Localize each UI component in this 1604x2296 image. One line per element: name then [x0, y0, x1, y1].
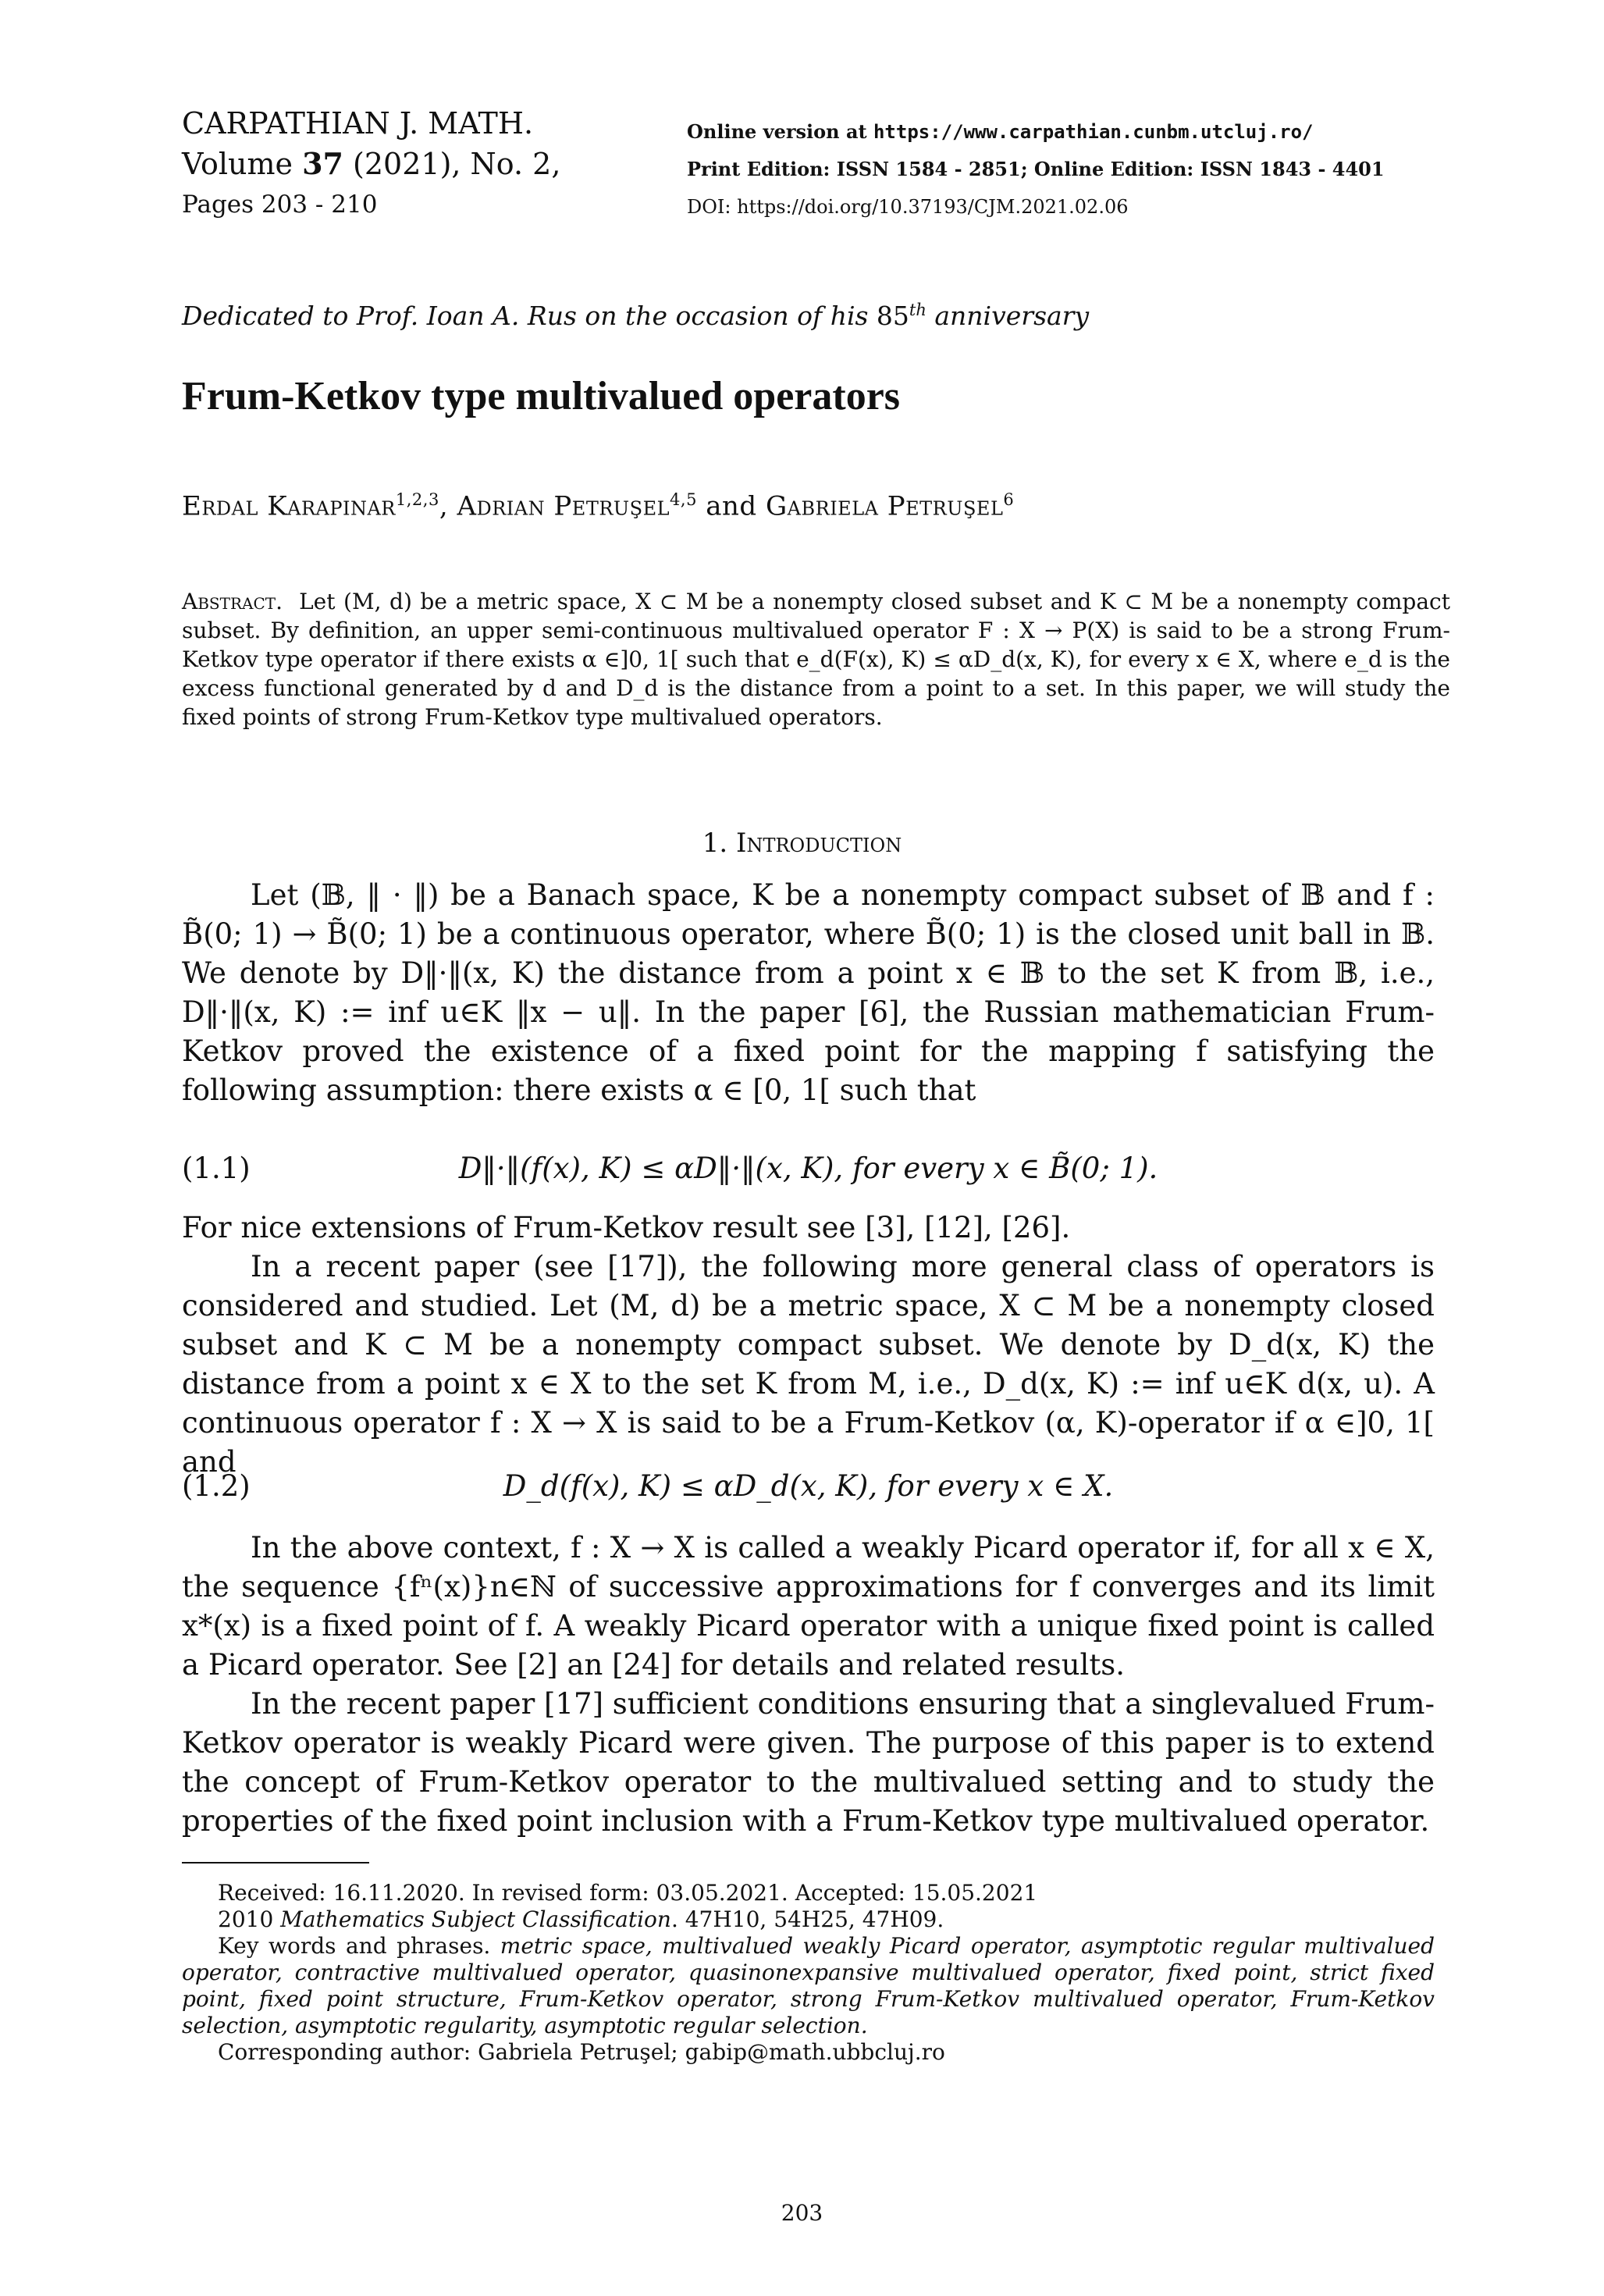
equation-content: D‖·‖(f(x), K) ≤ αD‖·‖(x, K), for every x ∈ B̃(0; 1). [458, 1152, 1158, 1185]
abstract [182, 587, 1450, 732]
author-a-petrusel: Adrian Petruşel [457, 490, 670, 522]
msc-classification: 2010 Mathematics Subject Classification. 47H10, 54H25, 47H09. [218, 1906, 944, 1932]
journal-info [182, 103, 560, 225]
section-heading: 1. Introduction [702, 828, 902, 859]
paragraph-2: For nice extensions of Frum-Ketkov result see [3], [12], [26]. [182, 1211, 1071, 1244]
paragraph-4: In the above context, f : X → X is called a weakly Picard operator if, for all x ∈ X, the sequence {fⁿ(x)}n∈ℕ of successive approximations for f converges and its limit x*(x) is a fixed point of f. A weakly Picard operator with a unique fixed point is called a Picard operator. See [2] an [24] for details and related results. [182, 1531, 1435, 1682]
author-karapinar: Erdal Karapinar [182, 490, 396, 522]
equation-1-2 [182, 1469, 1435, 1508]
online-version: Online version at https://www.carpathian.cunbm.utcluj.ro/ [687, 120, 1314, 143]
dedication: Dedicated to Prof. Ioan A. Rus on the occasion of his 85th anniversary [182, 301, 1090, 331]
author-list: Erdal Karapinar$^{1,2,3}$, Adrian Petruşel$^{4,5}$ and Gabriela Petruşel$^6$ [182, 490, 1015, 522]
paragraph-1: Let (𝔹, ‖ · ‖) be a Banach space, K be a nonempty compact subset of 𝔹 and f : B̃(0; 1) → B̃(0; 1) be a continuous operator, where B̃(0; 1) is the closed unit ball in 𝔹. We denote by D‖·‖(x, K) the distance from a point x ∈ 𝔹 to the set K from 𝔹, i.e., D‖·‖(x, K) := inf u∈K ‖x − u‖. In the paper [6], the Russian mathematician Frum-Ketkov proved the existence of a fixed point for the mapping f satisfying the following assumption: there exists α ∈ [0, 1[ such that [182, 878, 1435, 1107]
page-number: 203 [781, 2200, 823, 2226]
abstract-text: Let (M, d) be a metric space, X ⊂ M be a nonempty closed subset and K ⊂ M be a nonempty compact subset. By definition, an upper semi-continuous multivalued operator F : X → P(X) is said to be a strong Frum-Ketkov type operator if there exists α ∈]0, 1[ such that e_d(F(x), K) ≤ αD_d(x, K), for every x ∈ X, where e_d is the excess functional generated by d and D_d is the distance from a point to a set. In this paper, we will study the fixed points of strong Frum-Ketkov type multivalued operators. [182, 589, 1450, 730]
keywords: Key words and phrases. metric space, multivalued weakly Picard operator, asymptotic regular multivalued operator, contractive multivalued operator, quasinonexpansive multivalued operator, fixed point, strict fixed point, fixed point structure, Frum-Ketkov operator, strong Frum-Ketkov multivalued operator, Frum-Ketkov selection, asymptotic regularity, asymptotic regular selection. [182, 1933, 1435, 2038]
journal-pages: Pages 203 - 210 [182, 190, 378, 219]
corresponding-author: Corresponding author: Gabriela Petruşel; gabip@math.ubbcluj.ro [218, 2039, 945, 2065]
abstract-label: Abstract. [182, 589, 283, 614]
paragraph-3: In a recent paper (see [17]), the following more general class of operators is considered and studied. Let (M, d) be a metric space, X ⊂ M be a nonempty closed subset and K ⊂ M be a nonempty compact subset. We denote by D_d(x, K) the distance from a point x ∈ X to the set K from M, i.e., D_d(x, K) := inf u∈K d(x, u). A continuous operator f : X → X is said to be a Frum-Ketkov (α, K)-operator if α ∈]0, 1[ and [182, 1250, 1435, 1479]
equation-number: (1.1) [182, 1152, 251, 1185]
author-g-petrusel: Gabriela Petruşel [766, 490, 1004, 522]
footnotes [182, 1880, 1435, 2066]
doi-link[interactable]: DOI: https://doi.org/10.37193/CJM.2021.02.06 [687, 196, 1129, 218]
journal-name: CARPATHIAN J. MATH. [182, 106, 534, 141]
received-dates: Received: 16.11.2020. In revised form: 03.05.2021. Accepted: 15.05.2021 [218, 1880, 1038, 1906]
paragraph-5: In the recent paper [17] sufficient conditions ensuring that a singlevalued Frum-Ketkov operator is weakly Picard were given. The purpose of this paper is to extend the concept of Frum-Ketkov operator to the multivalued setting and to study the properties of the fixed point inclusion with a Frum-Ketkov type multivalued operator. [182, 1687, 1435, 1838]
equation-1-1 [182, 1152, 1435, 1191]
paper-title: Frum-Ketkov type multivalued operators [182, 374, 901, 418]
equation-content: D_d(f(x), K) ≤ αD_d(x, K), for every x ∈ X. [503, 1469, 1114, 1503]
online-url-link[interactable]: https://www.carpathian.cunbm.utcluj.ro/ [873, 121, 1314, 143]
journal-volume: Volume 37 (2021), No. 2, [182, 146, 561, 181]
print-edition: Print Edition: ISSN 1584 - 2851; Online Edition: ISSN 1843 - 4401 [687, 158, 1385, 180]
equation-number: (1.2) [182, 1469, 251, 1503]
footnote-divider [182, 1862, 369, 1863]
publication-info [687, 113, 1385, 226]
